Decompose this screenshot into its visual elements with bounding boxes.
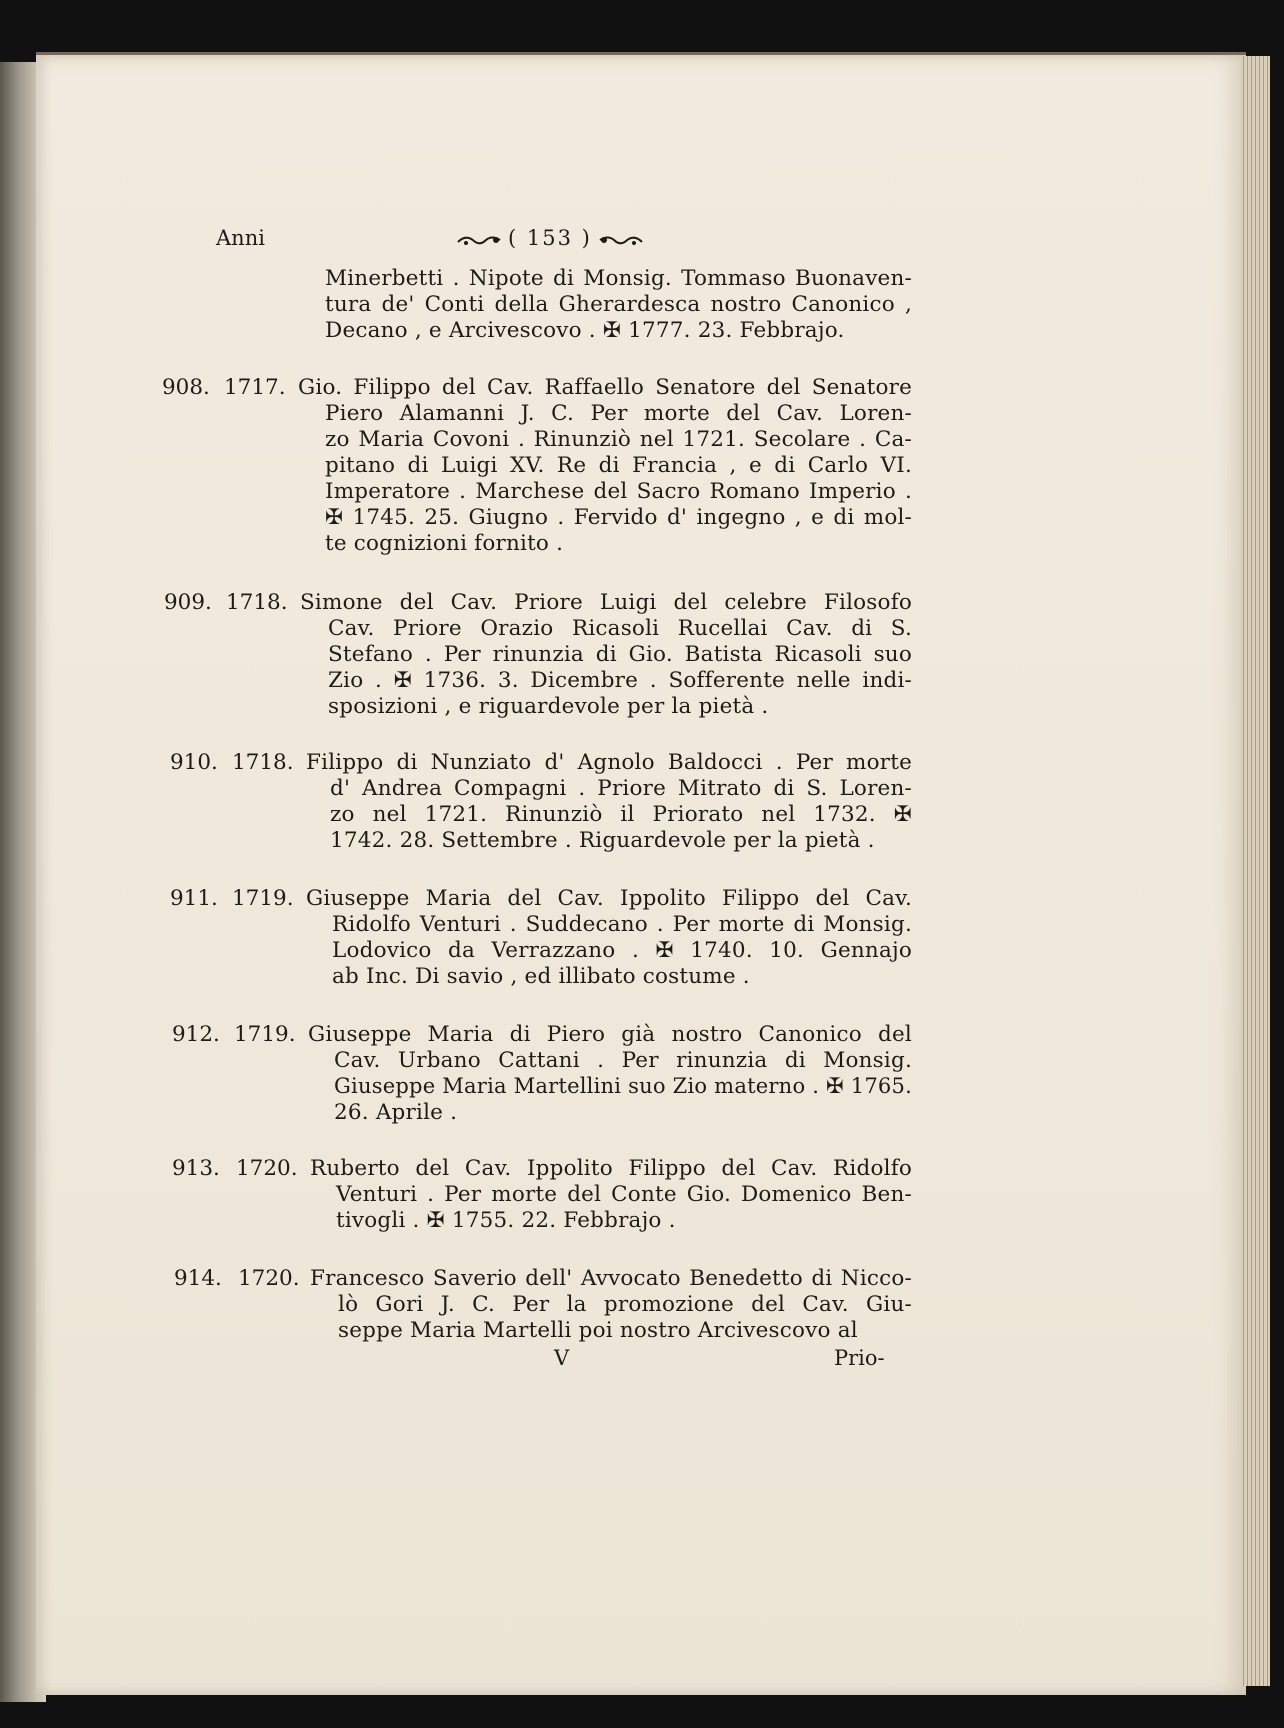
- page-number: ( 153 ): [508, 226, 592, 250]
- ornament-right-icon: [598, 232, 644, 248]
- entry-year: 1717.: [224, 375, 286, 400]
- continuation-line: Decano , e Arcivescovo . ✠ 1777. 23. Febbrajo.: [325, 318, 845, 343]
- entry-number: 913.: [172, 1156, 220, 1181]
- entry-line: d' Andrea Compagni . Priore Mitrato di S. Loren-: [330, 776, 912, 801]
- page-number-group: [456, 226, 644, 250]
- continuation-line: Minerbetti . Nipote di Monsig. Tommaso Buonaven-: [325, 266, 912, 291]
- entry-line: ✠ 1745. 25. Giugno . Fervido d' ingegno , e di mol-: [325, 505, 912, 530]
- entry-line: te cognizioni fornito .: [325, 531, 564, 556]
- entry-line: Venturi . Per morte del Conte Gio. Domenico Ben-: [336, 1182, 912, 1207]
- catchword: Prio-: [834, 1346, 885, 1370]
- entry-line: pitano di Luigi XV. Re di Francia , e di Carlo VI.: [325, 453, 912, 478]
- entry-line: Gio. Filippo del Cav. Raffaello Senatore del Senatore: [298, 375, 912, 400]
- entry-line: Ruberto del Cav. Ippolito Filippo del Cav. Ridolfo: [310, 1156, 912, 1181]
- entry-line: Simone del Cav. Priore Luigi del celebre Filosofo: [300, 590, 912, 615]
- entry-year: 1719.: [232, 886, 294, 911]
- running-head: Anni: [216, 226, 265, 250]
- entry-year: 1720.: [236, 1156, 298, 1181]
- entry-line: Lodovico da Verrazzano . ✠ 1740. 10. Gennajo: [332, 938, 912, 963]
- entry-line: seppe Maria Martelli poi nostro Arcivescovo al: [338, 1318, 858, 1343]
- entry-number: 909.: [164, 590, 212, 615]
- entry-line: ab Inc. Di savio , ed illibato costume .: [332, 964, 750, 989]
- entry-line: Giuseppe Maria di Piero già nostro Canonico del: [308, 1022, 912, 1047]
- entry-line: sposizioni , e riguardevole per la pietà .: [328, 694, 769, 719]
- entry-line: Francesco Saverio dell' Avvocato Benedetto di Nicco-: [310, 1266, 912, 1291]
- entry-line: zo nel 1721. Rinunziò il Priorato nel 1732. ✠: [330, 802, 912, 827]
- entry-year: 1718.: [226, 590, 288, 615]
- entry-number: 911.: [170, 886, 218, 911]
- continuation-line: tura de' Conti della Gherardesca nostro Canonico ,: [325, 292, 912, 317]
- entry-number: 914.: [174, 1266, 222, 1291]
- entry-year: 1718.: [232, 750, 294, 775]
- page-header: [216, 226, 916, 260]
- entry-line: tivogli . ✠ 1755. 22. Febbrajo .: [336, 1208, 676, 1233]
- entry-line: Cav. Urbano Cattani . Per rinunzia di Monsig.: [334, 1048, 912, 1073]
- entry-line: Zio . ✠ 1736. 3. Dicembre . Sofferente nelle indi-: [328, 668, 912, 693]
- entry-line: Filippo di Nunziato d' Agnolo Baldocci . Per morte: [306, 750, 912, 775]
- entry-line: Piero Alamanni J. C. Per morte del Cav. Loren-: [325, 401, 912, 426]
- page-stack-edge: [1240, 56, 1270, 1686]
- entry-line: Ridolfo Venturi . Suddecano . Per morte di Monsig.: [332, 912, 912, 937]
- entry-year: 1720.: [238, 1266, 300, 1291]
- entry-line: 26. Aprile .: [334, 1100, 458, 1125]
- entry-line: 1742. 28. Settembre . Riguardevole per la pietà .: [330, 828, 875, 853]
- entry-number: 910.: [170, 750, 218, 775]
- entry-line: Stefano . Per rinunzia di Gio. Batista Ricasoli suo: [328, 642, 912, 667]
- entry-line: Giuseppe Maria Martellini suo Zio materno . ✠ 1765.: [334, 1074, 912, 1099]
- entry-line: Imperatore . Marchese del Sacro Romano Imperio .: [325, 479, 912, 504]
- entry-number: 908.: [162, 375, 210, 400]
- signature-mark: V: [554, 1346, 570, 1370]
- entry-year: 1719.: [234, 1022, 296, 1047]
- entry-number: 912.: [172, 1022, 220, 1047]
- entry-line: Cav. Priore Orazio Ricasoli Rucellai Cav. di S.: [328, 616, 912, 641]
- entry-line: Giuseppe Maria del Cav. Ippolito Filippo del Cav.: [306, 886, 912, 911]
- entry-line: lò Gori J. C. Per la promozione del Cav. Giu-: [338, 1292, 912, 1317]
- ornament-left-icon: [456, 232, 502, 248]
- entry-line: zo Maria Covoni . Rinunziò nel 1721. Secolare . Ca-: [325, 427, 912, 452]
